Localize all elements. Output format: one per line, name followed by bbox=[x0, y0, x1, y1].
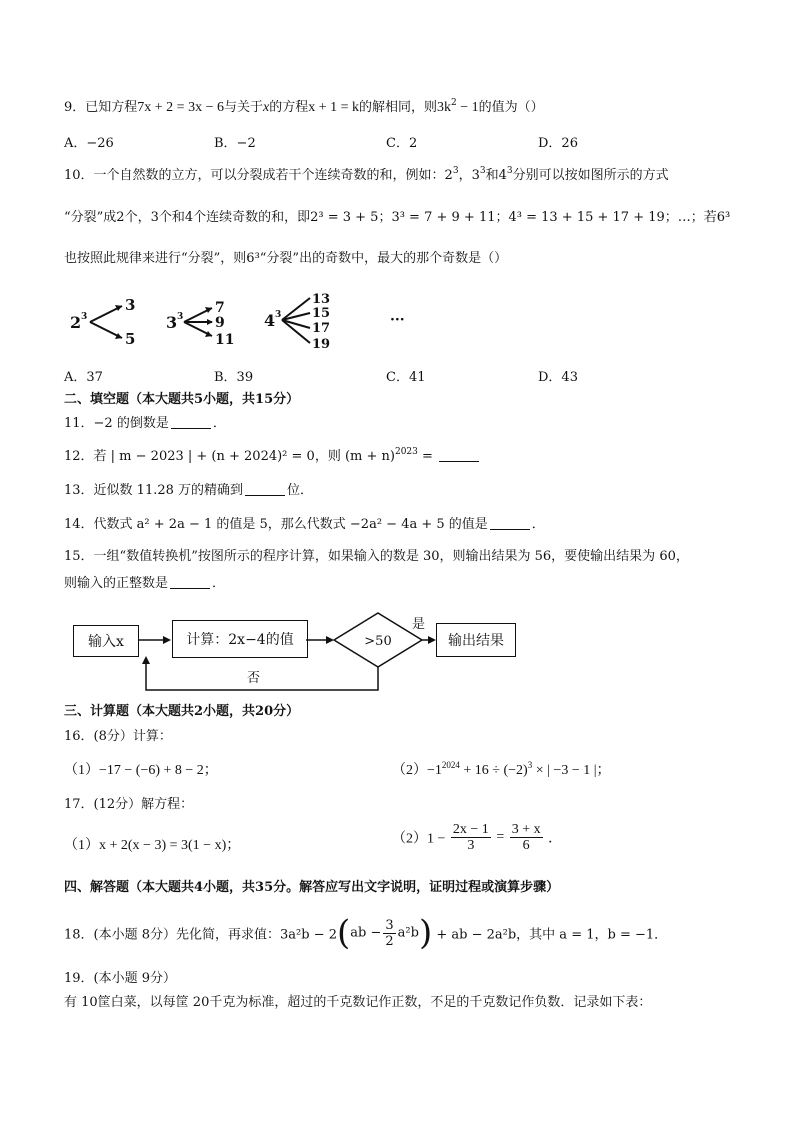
group4-value-19: 19 bbox=[312, 337, 331, 352]
group3-exp: 3 bbox=[177, 312, 184, 322]
q10-option-b: B．39 bbox=[214, 370, 254, 385]
flowchart-connectors bbox=[0, 600, 794, 700]
flow-output-box: 输出结果 bbox=[436, 623, 516, 657]
q9-option-a: A．−26 bbox=[64, 136, 114, 151]
q10-option-c: C．41 bbox=[386, 370, 426, 385]
split-group-2 bbox=[70, 296, 135, 348]
q17-part1: （1）x + 2(x − 3) = 3(1 − x)； bbox=[64, 838, 241, 853]
group4-value-15: 15 bbox=[312, 306, 331, 321]
section-3-heading: 三、计算题（本大题共2小题，共20分） bbox=[64, 704, 300, 719]
group2-base: 2 bbox=[70, 313, 82, 332]
q16-head: 16．(8分）计算： bbox=[64, 729, 172, 744]
q15-answer-blank[interactable] bbox=[170, 575, 210, 589]
section-2-heading: 二、填空题（本大题共5小题，共15分） bbox=[64, 392, 300, 407]
figure-ellipsis: ··· bbox=[390, 312, 405, 328]
q13-answer-blank[interactable] bbox=[245, 482, 285, 496]
q9-option-c: C．2 bbox=[386, 136, 418, 151]
q9-option-d: D．26 bbox=[538, 136, 578, 151]
q15-line1: 15．一组“数值转换机”按图所示的程序计算，如果输入的数是 30，则输出结果为 56，要使输出结果为 60， bbox=[64, 549, 689, 564]
q17-head: 17．(12分）解方程： bbox=[64, 797, 194, 812]
q19-head: 19．(本小题 9分） bbox=[64, 971, 177, 986]
q14-answer-blank[interactable] bbox=[490, 516, 530, 530]
group2-value-5: 5 bbox=[125, 330, 136, 348]
section-4-heading: 四、解答题（本大题共4小题，共35分。解答应写出文字说明，证明过程或演算步骤） bbox=[64, 880, 560, 895]
group3-value-7: 7 bbox=[215, 300, 225, 316]
q15-line2: 则输入的正整数是 ． bbox=[64, 576, 226, 591]
group4-base: 4 bbox=[264, 311, 276, 330]
q16-part1: （1）−17 − (−6) + 8 − 2； bbox=[64, 763, 218, 778]
q19-body: 有 10筐白菜，以每筐 20千克为标准，超过的千克数记作正数，不足的千克数记作负数．记录如下表： bbox=[64, 995, 652, 1010]
group4-value-13: 13 bbox=[312, 292, 331, 307]
group4-exp: 3 bbox=[275, 310, 282, 320]
q11-answer-blank[interactable] bbox=[171, 415, 211, 429]
split-group-3 bbox=[166, 300, 234, 348]
q9-stem: 9．已知方程7x + 2 = 3x − 6与关于x的方程x + 1 = k的解相同，则$3k^2 - 1$的值为（） bbox=[64, 98, 544, 115]
group3-value-11: 11 bbox=[215, 332, 235, 348]
group2-exp: 3 bbox=[81, 312, 88, 322]
group3-value-9: 9 bbox=[215, 315, 225, 331]
flow-input-box: 输入x bbox=[73, 625, 139, 657]
q10-line1: 10．一个自然数的立方，可以分裂成若干个连续奇数的和，例如：$2^3$，$3^3$和$4^3$分别可以按如图所示的方式 bbox=[64, 166, 669, 183]
q10-split-figure bbox=[60, 286, 440, 356]
q10-line3: 也按照此规律来进行“分裂”，则6³“分裂”出的奇数中，最大的那个奇数是（） bbox=[64, 251, 508, 266]
flow-no-label: 否 bbox=[247, 671, 261, 686]
q18: 18．(本小题 8分）先化简，再求值：3a²b − 2(ab − $\frac{3}{2}$ a²b) + ab − 2a²b，其中 a = 1，b = −1． bbox=[64, 913, 668, 953]
q11: 11．−2 的倒数是 ． bbox=[64, 416, 226, 431]
q10-option-d: D．43 bbox=[538, 370, 578, 385]
q12-answer-blank[interactable] bbox=[439, 448, 479, 462]
flow-compute-box: 计算：2x−4的值 bbox=[172, 620, 308, 658]
group2-value-3: 3 bbox=[125, 296, 136, 314]
flow-condition: >50 bbox=[364, 634, 392, 649]
group3-base: 3 bbox=[166, 313, 178, 332]
flow-yes-label: 是 bbox=[412, 617, 426, 632]
q10-line2: “分裂”成2个，3个和4个连续奇数的和，即2³ = 3 + 5；3³ = 7 + 9 + 11；4³ = 13 + 15 + 17 + 19；…；若6³ bbox=[64, 210, 731, 225]
q12: 12．若 | m − 2023 | + (n + 2024)² = 0，则 $(m + n)^{2023}$ = bbox=[64, 448, 481, 466]
q13: 13．近似数 11.28 万的精确到 位． bbox=[64, 483, 314, 498]
split-group-4 bbox=[264, 292, 330, 352]
q9-option-b: B．−2 bbox=[214, 136, 256, 151]
q14: 14．代数式 a² + 2a − 1 的值是 5，那么代数式 −2a² − 4a + 5 的值是 ． bbox=[64, 517, 545, 532]
q10-option-a: A．37 bbox=[64, 370, 103, 385]
group4-value-17: 17 bbox=[312, 321, 331, 336]
q16-part2: $(2)-1^{2024} + 16 \div (-2)^3$ × | −3 − 1 |； bbox=[392, 760, 611, 778]
q17-part2: （2）1 − $\frac{2x - 1}{3}$ = $\frac{3 + x}{6}$ ． bbox=[392, 822, 563, 853]
